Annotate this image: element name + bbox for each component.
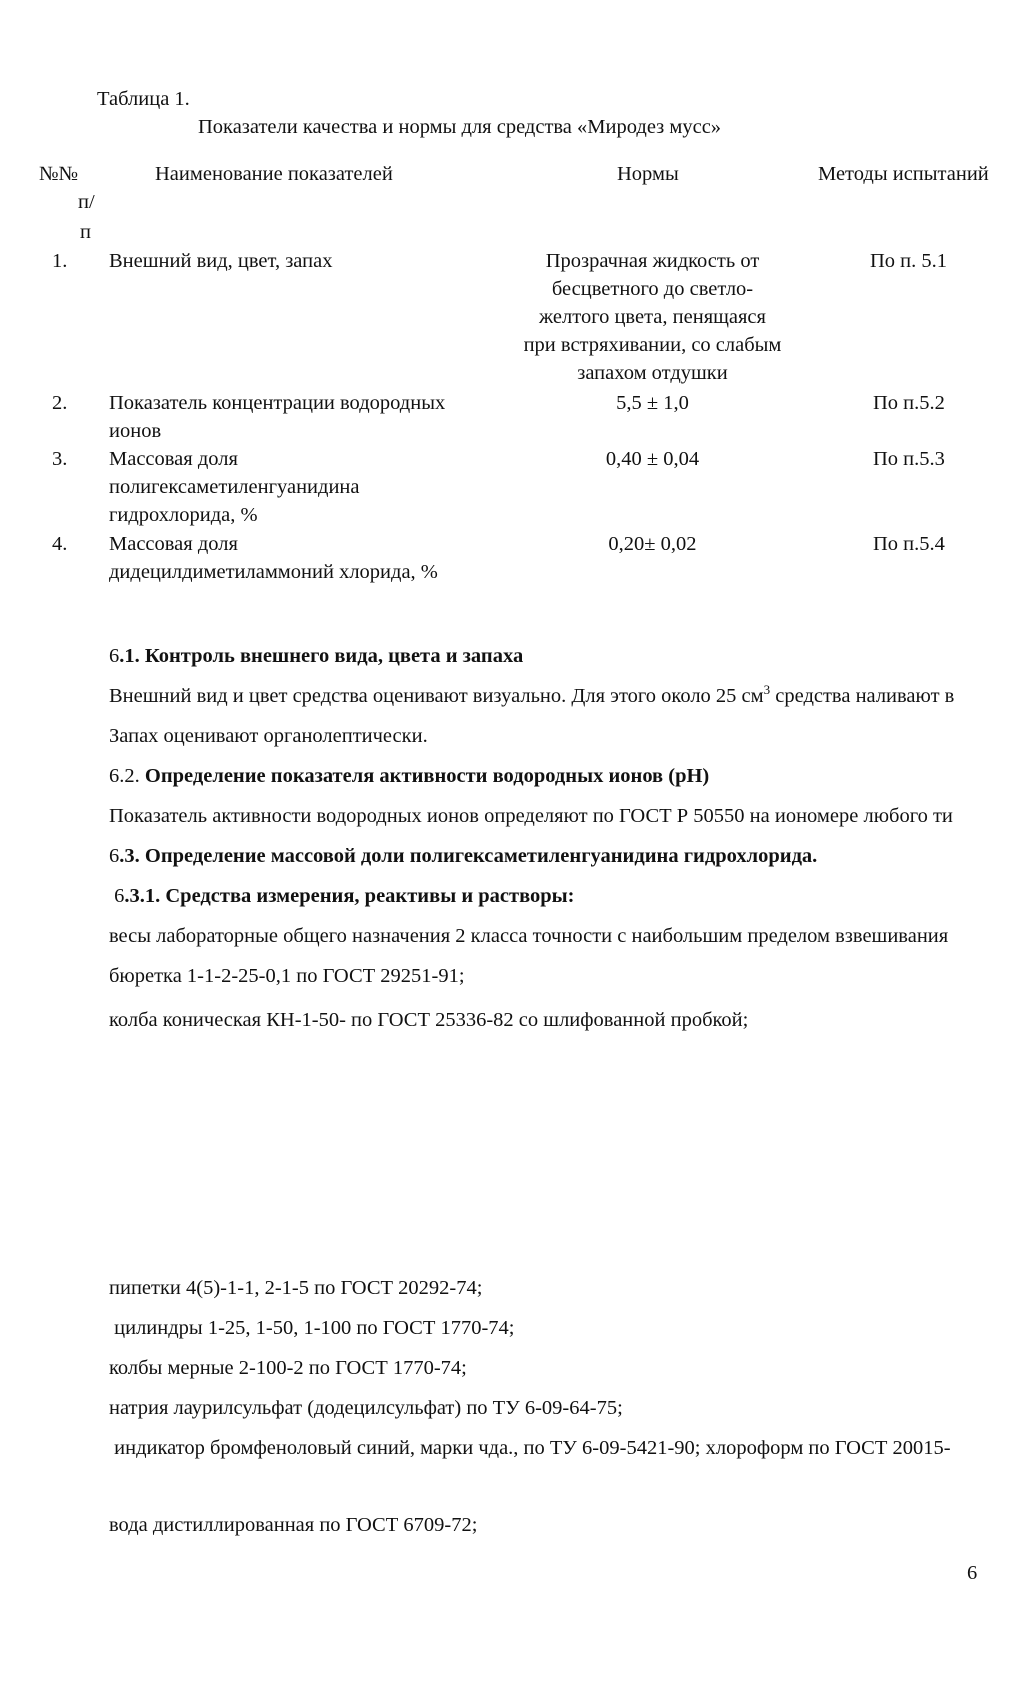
row-2-num: 2. [52, 392, 68, 414]
row-1-norm-line1: Прозрачная жидкость от [545, 250, 760, 272]
section-6-3-title: .3. Определение массовой доли полигексаметиленгуанидина гидрохлорида. [119, 845, 818, 867]
row-4-method: По п.5.4 [873, 533, 945, 555]
section-6-1-heading [109, 643, 523, 671]
table-title: Показатели качества и нормы для средства «Миродез мусс» [198, 116, 722, 138]
table-label: Таблица 1. [97, 88, 190, 110]
section-6-1-p1-superscript: 3 [763, 683, 771, 698]
header-name: Наименование показателей [155, 163, 393, 185]
section-6-2-heading [109, 763, 709, 791]
section-6-1-paragraph-1 [109, 683, 1024, 711]
row-2-name-line2: ионов [109, 420, 162, 442]
item-scales: весы лабораторные общего назначения 2 класса точности с наибольшим пределом взвешивания [109, 925, 949, 947]
row-3-name-line3: гидрохлорида, % [109, 504, 258, 526]
item-distilled-water: вода дистиллированная по ГОСТ 6709-72; [109, 1514, 478, 1536]
header-num-line3: п [80, 221, 91, 243]
section-6-1-prefix: 6 [109, 645, 120, 667]
row-1-method: По п. 5.1 [870, 250, 948, 272]
header-num-line2: п/ [78, 191, 95, 213]
section-6-3-1-prefix: 6 [109, 885, 125, 907]
row-1-name: Внешний вид, цвет, запах [109, 250, 333, 272]
item-burette: бюретка 1-1-2-25-0,1 по ГОСТ 29251-91; [109, 965, 465, 987]
section-6-3-prefix: 6 [109, 845, 120, 867]
section-6-1-p1-end: средства наливают в [770, 685, 955, 707]
section-6-2-prefix: 6.2. [109, 765, 145, 787]
row-4-num: 4. [52, 533, 68, 555]
row-3-num: 3. [52, 448, 68, 470]
item-sodium-lauryl-sulfate: натрия лаурилсульфат (додецилсульфат) по ТУ 6-09-64-75; [109, 1397, 623, 1419]
row-4-name-line2: дидецилдиметиламмоний хлорида, % [109, 561, 438, 583]
row-3-norm: 0,40 ± 0,04 [605, 448, 700, 470]
row-4-name-line1: Массовая доля [109, 533, 238, 555]
row-1-norm-line4: при встряхивании, со слабым [523, 334, 782, 356]
page-number: 6 [967, 1562, 978, 1584]
item-volumetric-flasks: колбы мерные 2-100-2 по ГОСТ 1770-74; [109, 1357, 467, 1379]
section-6-1-title: .1. Контроль внешнего вида, цвета и запаха [119, 645, 524, 667]
row-1-norm-line2: бесцветного до светло- [551, 278, 754, 300]
section-6-1-p1-start: Внешний вид и цвет средства оценивают визуально. Для этого около 25 см [109, 685, 764, 707]
row-2-norm: 5,5 ± 1,0 [616, 392, 689, 414]
header-norms: Нормы [617, 163, 679, 185]
header-num-line1: №№ [39, 163, 79, 185]
row-3-method: По п.5.3 [873, 448, 945, 470]
section-6-3-1-title: .3.1. Средства измерения, реактивы и растворы: [124, 885, 575, 907]
section-6-2-title: Определение показателя активности водородных ионов (рН) [144, 765, 710, 787]
section-6-3-1-heading [109, 883, 575, 911]
row-1-norm-line5: запахом отдушки [577, 362, 728, 384]
row-4-norm: 0,20± 0,02 [608, 533, 697, 555]
row-2-name-line1: Показатель концентрации водородных [109, 392, 446, 414]
item-flask-conical: колба коническая КН-1-50- по ГОСТ 25336-82 со шлифованной пробкой; [109, 1009, 749, 1031]
item-pipettes: пипетки 4(5)-1-1, 2-1-5 по ГОСТ 20292-74; [109, 1277, 483, 1299]
item-cylinders: цилиндры 1-25, 1-50, 1-100 по ГОСТ 1770-74; [109, 1317, 515, 1339]
section-6-3-heading [109, 843, 817, 871]
section-6-1-paragraph-2: Запах оценивают органолептически. [109, 725, 428, 747]
row-2-method: По п.5.2 [873, 392, 945, 414]
row-1-num: 1. [52, 250, 68, 272]
header-methods: Методы испытаний [818, 163, 989, 185]
row-3-name-line1: Массовая доля [109, 448, 238, 470]
section-6-2-paragraph: Показатель активности водородных ионов определяют по ГОСТ Р 50550 на иономере любого ти [109, 805, 953, 827]
item-indicator-chloroform: индикатор бромфеноловый синий, марки чда., по ТУ 6-09-5421-90; хлороформ по ГОСТ 20015- [109, 1437, 951, 1459]
row-3-name-line2: полигексаметиленгуанидина [109, 476, 360, 498]
row-1-norm-line3: желтого цвета, пенящаяся [539, 306, 766, 328]
